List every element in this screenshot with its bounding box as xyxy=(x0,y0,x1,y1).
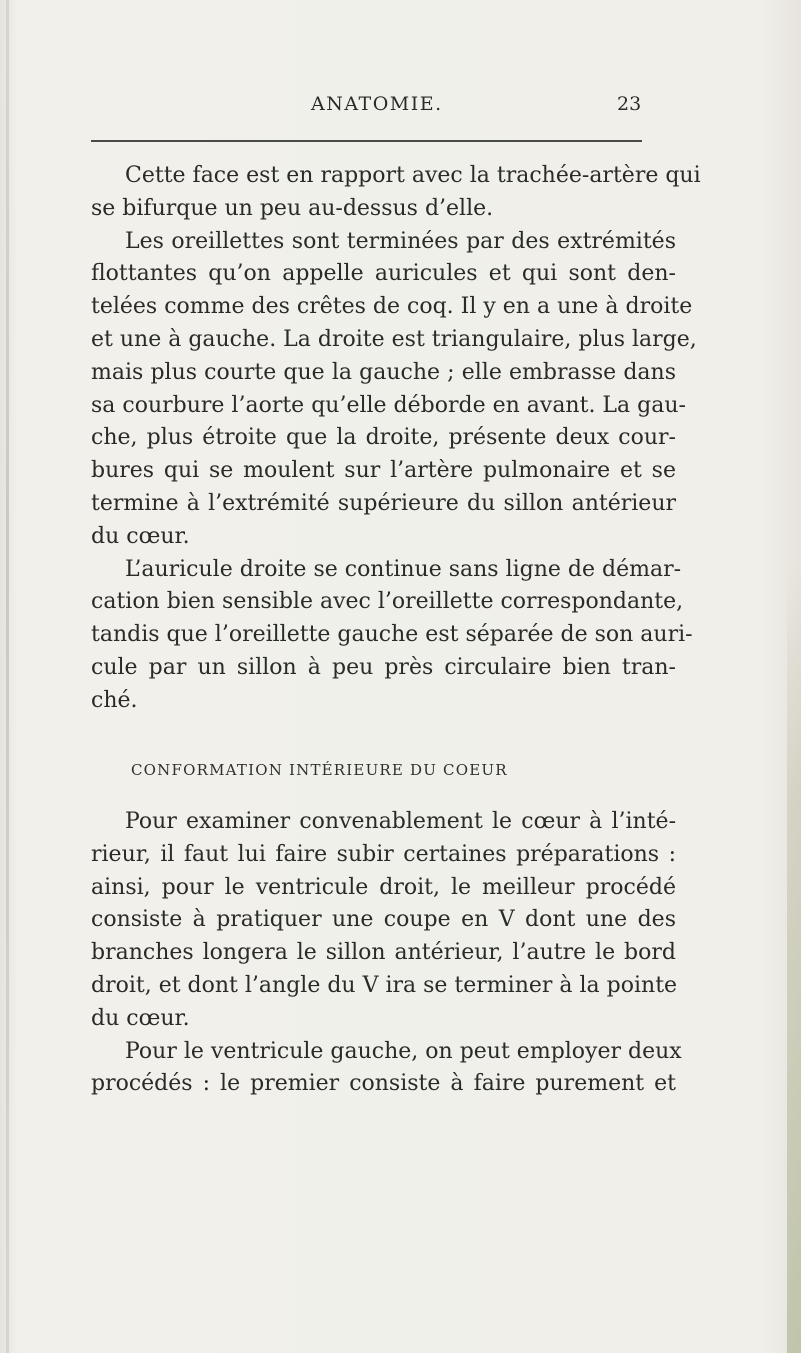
page-header xyxy=(0,93,801,123)
text-line: consiste à pratiquer une coupe en V dont une des xyxy=(91,907,676,933)
running-head: ANATOMIE. xyxy=(311,93,443,115)
text-line: tandis que l’oreillette gauche est séparée de son auri- xyxy=(91,622,693,648)
text-line: du cœur. xyxy=(91,523,190,549)
text-line: telées comme des crêtes de coq. Il y en a une à droite xyxy=(91,294,693,320)
text-line: che, plus étroite que la droite, présente deux cour- xyxy=(91,425,676,451)
text-line: procédés : le premier consiste à faire purement et xyxy=(91,1071,676,1097)
text-line: du cœur. xyxy=(91,1005,190,1031)
text-line: se bifurque un peu au-dessus d’elle. xyxy=(91,195,494,221)
text-line: branches longera le sillon antérieur, l’autre le bord xyxy=(91,940,676,966)
page-stain-edge xyxy=(787,560,801,1353)
text-line: termine à l’extrémité supérieure du sillon antérieur xyxy=(91,490,676,516)
text-line: L’auricule droite se continue sans ligne de démar- xyxy=(125,556,682,582)
text-line: mais plus courte que la gauche ; elle embrasse dans xyxy=(91,359,676,385)
text-line: ché. xyxy=(91,687,138,713)
text-block-upper xyxy=(91,160,701,718)
section-heading: CONFORMATION INTÉRIEURE DU COEUR xyxy=(131,761,508,779)
header-rule xyxy=(91,140,642,142)
text-line: ainsi, pour le ventricule droit, le meilleur procédé xyxy=(91,874,676,900)
text-line: rieur, il faut lui faire subir certaines préparations : xyxy=(91,841,676,867)
text-line: Pour le ventricule gauche, on peut employer deux xyxy=(125,1038,682,1064)
text-line: Cette face est en rapport avec la trachée-artère qui xyxy=(125,163,701,188)
text-line: droit, et dont l’angle du V ira se terminer à la pointe xyxy=(91,972,678,998)
text-block-lower xyxy=(91,806,682,1101)
text-line: Pour examiner convenablement le cœur à l’inté- xyxy=(125,809,676,834)
text-line: cule par un sillon à peu près circulaire bien tran- xyxy=(91,654,676,680)
text-line: bures qui se moulent sur l’artère pulmonaire et se xyxy=(91,458,676,484)
text-line: flottantes qu’on appelle auricules et qui sont den- xyxy=(91,261,676,287)
text-line: cation bien sensible avec l’oreillette correspondante, xyxy=(91,589,684,615)
page-binding-edge xyxy=(6,0,9,1353)
text-line: Les oreillettes sont terminées par des extrémités xyxy=(125,228,676,254)
page-number: 23 xyxy=(617,93,642,115)
text-line: sa courbure l’aorte qu’elle déborde en avant. La gau- xyxy=(91,392,686,418)
text-line: et une à gauche. La droite est triangulaire, plus large, xyxy=(91,326,697,352)
